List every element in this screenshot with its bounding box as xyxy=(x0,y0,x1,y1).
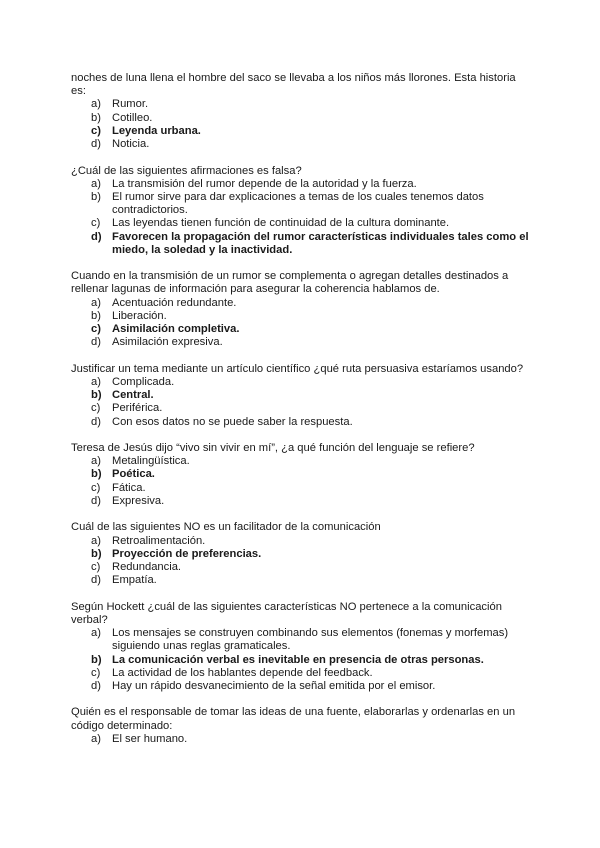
question-stem: Cuando en la transmisión de un rumor se complementa o agregan detalles destinados a rellenar lagunas de información para asegurar la coherencia hablamos de. xyxy=(71,270,509,296)
answer-option xyxy=(71,482,531,495)
option-text: Poética. xyxy=(112,468,155,481)
question-block xyxy=(71,363,531,429)
answer-option xyxy=(71,733,531,746)
option-text: Central. xyxy=(112,389,154,402)
option-text: Redundancia. xyxy=(112,560,182,573)
option-letter: a) xyxy=(91,296,101,309)
option-letter: b) xyxy=(91,389,102,402)
option-text: Cotilleo. xyxy=(112,111,153,124)
option-letter: a) xyxy=(91,534,101,547)
option-letter: a) xyxy=(91,375,101,388)
answer-option xyxy=(71,667,531,680)
option-letter: c) xyxy=(91,217,101,230)
question-stem: Quién es el responsable de tomar las ideas de una fuente, elaborarlas y ordenarlas en un código determinado: xyxy=(71,706,516,732)
option-text: Complicada. xyxy=(112,375,175,388)
question-stem: Teresa de Jesús dijo “vivo sin vivir en mí”, ¿a qué función del lenguaje se refiere? xyxy=(71,442,475,455)
question-block xyxy=(71,442,531,508)
answer-option xyxy=(71,680,531,693)
answer-option xyxy=(71,455,531,468)
option-letter: b) xyxy=(91,111,101,124)
answer-option xyxy=(71,178,531,191)
answer-option xyxy=(71,561,531,574)
answer-options xyxy=(71,178,531,257)
answer-option xyxy=(71,138,531,151)
question-stem: Justificar un tema mediante un artículo científico ¿qué ruta persuasiva estaríamos usando? xyxy=(71,362,524,375)
option-letter: a) xyxy=(91,177,101,190)
option-text: Asimilación expresiva. xyxy=(112,336,223,349)
option-letter: d) xyxy=(91,679,101,692)
answer-options xyxy=(71,297,531,350)
option-text: Proyección de preferencias. xyxy=(112,547,262,560)
option-letter: c) xyxy=(91,323,101,336)
option-text: Liberación. xyxy=(112,309,167,322)
answer-option-correct xyxy=(71,389,531,402)
option-text: Empatía. xyxy=(112,574,157,587)
option-text: La comunicación verbal es inevitable en presencia de otras personas. xyxy=(112,653,484,666)
answer-options xyxy=(71,455,531,508)
answer-option xyxy=(71,98,531,111)
option-letter: b) xyxy=(91,468,102,481)
option-text: Con esos datos no se puede saber la respuesta. xyxy=(112,415,353,428)
option-text: Rumor. xyxy=(112,98,149,111)
option-letter: b) xyxy=(91,547,102,560)
option-letter: d) xyxy=(91,230,102,243)
answer-options xyxy=(71,627,531,693)
answer-option-correct xyxy=(71,323,531,336)
option-letter: a) xyxy=(91,98,101,111)
option-letter: c) xyxy=(91,124,101,137)
option-text: Los mensajes se construyen combinando sus elementos (fonemas y morfemas) siguiendo unas reglas gramaticales. xyxy=(112,627,509,653)
option-letter: c) xyxy=(91,666,101,679)
answer-option-correct xyxy=(71,231,531,257)
option-letter: d) xyxy=(91,494,101,507)
question-stem: Según Hockett ¿cuál de las siguientes características NO pertenece a la comunicación verbal? xyxy=(71,600,502,626)
option-text: El rumor sirve para dar explicaciones a temas de los cuales tenemos datos contradictorios. xyxy=(112,190,484,217)
option-text: Asimilación completiva. xyxy=(112,323,240,336)
answer-option xyxy=(71,336,531,349)
option-text: Favorecen la propagación del rumor características individuales tales como el miedo, la soledad y la inactividad. xyxy=(112,230,529,256)
option-letter: a) xyxy=(91,732,101,745)
answer-options xyxy=(71,376,531,429)
option-letter: d) xyxy=(91,415,101,428)
option-letter: d) xyxy=(91,336,101,349)
option-letter: a) xyxy=(91,455,101,468)
answer-option xyxy=(71,376,531,389)
answer-option xyxy=(71,310,531,323)
option-text: Fática. xyxy=(112,481,146,494)
option-letter: c) xyxy=(91,560,101,573)
answer-option-correct xyxy=(71,654,531,667)
answer-option xyxy=(71,191,531,217)
option-letter: c) xyxy=(91,402,101,415)
option-letter: d) xyxy=(91,138,101,151)
answer-options xyxy=(71,535,531,588)
answer-option xyxy=(71,297,531,310)
option-letter: c) xyxy=(91,481,101,494)
option-text: Acentuación redundante. xyxy=(112,296,237,309)
option-text: La transmisión del rumor depende de la autoridad y la fuerza. xyxy=(112,177,417,190)
question-block xyxy=(71,601,531,693)
answer-option xyxy=(71,416,531,429)
question-list xyxy=(71,72,531,759)
option-text: Periférica. xyxy=(112,402,163,415)
option-text: Las leyendas tienen función de continuidad de la cultura dominante. xyxy=(112,217,450,230)
option-text: Hay un rápido desvanecimiento de la señal emitida por el emisor. xyxy=(112,679,436,692)
answer-option-correct xyxy=(71,125,531,138)
question-stem: ¿Cuál de las siguientes afirmaciones es falsa? xyxy=(71,164,302,177)
question-block xyxy=(71,165,531,257)
question-stem: noches de luna llena el hombre del saco se llevaba a los niños más llorones. Esta historia es: xyxy=(71,72,516,98)
question-block xyxy=(71,72,531,151)
answer-options xyxy=(71,733,531,746)
option-letter: b) xyxy=(91,653,102,666)
answer-option xyxy=(71,217,531,230)
answer-option xyxy=(71,402,531,415)
option-text: Expresiva. xyxy=(112,494,165,507)
answer-option-correct xyxy=(71,548,531,561)
answer-option xyxy=(71,112,531,125)
option-text: La actividad de los hablantes depende del feedback. xyxy=(112,666,373,679)
option-letter: b) xyxy=(91,190,101,203)
question-block xyxy=(71,270,531,349)
answer-option xyxy=(71,627,531,653)
option-text: Metalingüística. xyxy=(112,455,190,468)
question-block xyxy=(71,521,531,587)
question-block xyxy=(71,706,531,746)
option-text: Noticia. xyxy=(112,138,150,151)
option-letter: b) xyxy=(91,309,101,322)
answer-option xyxy=(71,495,531,508)
question-stem: Cuál de las siguientes NO es un facilitador de la comunicación xyxy=(71,521,381,534)
option-text: Leyenda urbana. xyxy=(112,124,201,137)
answer-option xyxy=(71,574,531,587)
option-letter: a) xyxy=(91,627,101,640)
option-letter: d) xyxy=(91,574,101,587)
answer-option xyxy=(71,535,531,548)
answer-option-correct xyxy=(71,468,531,481)
option-text: Retroalimentación. xyxy=(112,534,206,547)
option-text: El ser humano. xyxy=(112,732,188,745)
answer-options xyxy=(71,98,531,151)
